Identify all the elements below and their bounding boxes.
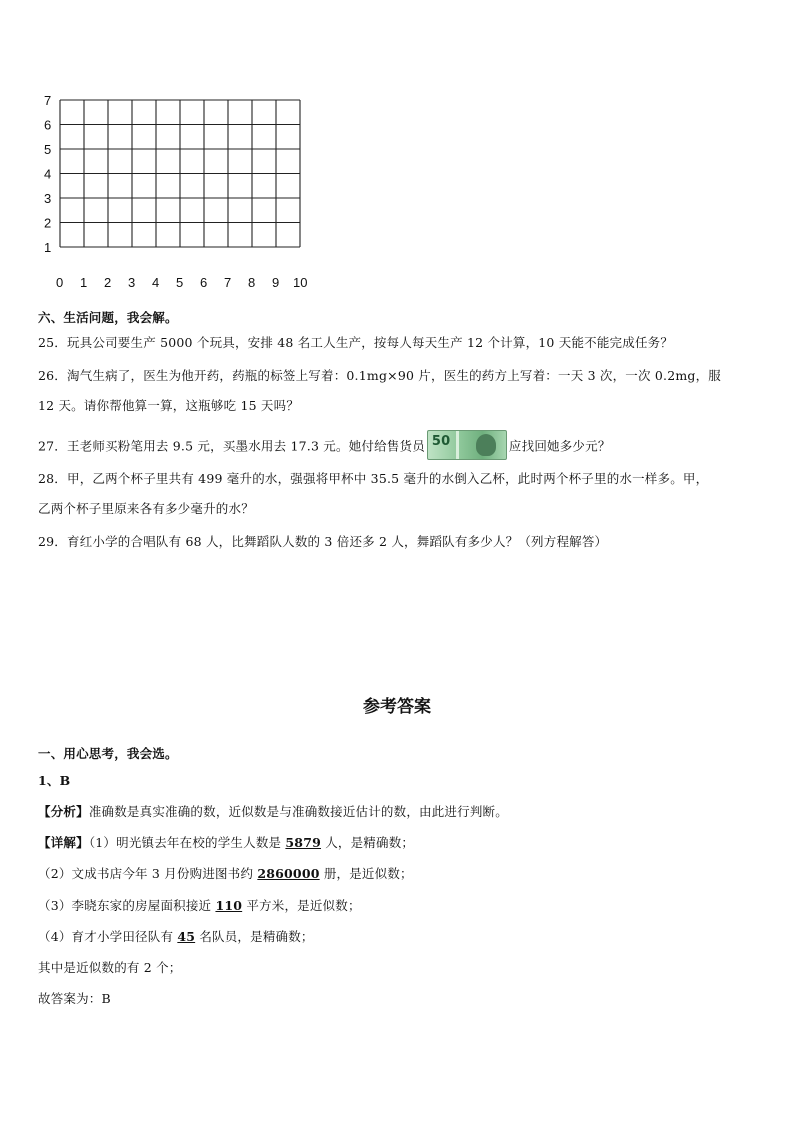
question-27 xyxy=(38,432,611,462)
detail-2-pre: （2）文成书店今年 3 月份购进图书约 xyxy=(38,866,254,881)
detail-4-post: 名队员，是精确数； xyxy=(199,929,314,944)
detail-3-pre: （3）李晓东家的房屋面积接近 xyxy=(38,898,212,913)
x-tick-label: 1 xyxy=(80,275,88,290)
detail-4-number: 45 xyxy=(177,929,196,944)
analysis-text: 准确数是真实准确的数，近似数是与准确数接近估计的数，由此进行判断。 xyxy=(88,804,508,819)
detail-line-3 xyxy=(38,896,361,914)
detail-1-number: 5879 xyxy=(285,835,321,850)
analysis-line xyxy=(38,802,508,820)
question-27-before: 27．王老师买粉笔用去 9.5 元，买墨水用去 17.3 元。她付给售货员 xyxy=(38,438,425,454)
answer-item-1: 1、B xyxy=(38,773,71,788)
answer-summary: 其中是近似数的有 2 个； xyxy=(38,960,182,975)
x-tick-label: 0 xyxy=(56,275,64,290)
detail-line-2 xyxy=(38,864,413,882)
banknote-stripe xyxy=(456,431,459,459)
x-tick-label: 7 xyxy=(224,275,232,290)
detail-1-pre: （1）明光镇去年在校的学生人数是 xyxy=(88,835,282,850)
section-6-heading: 六、生活问题，我会解。 xyxy=(38,310,178,325)
y-tick-label: 3 xyxy=(44,191,52,206)
question-25: 25．玩具公司要生产 5000 个玩具，安排 48 名工人生产，按每人每天生产 12 个计算，10 天能不能完成任务？ xyxy=(38,335,674,350)
detail-line-4 xyxy=(38,927,314,945)
question-29: 29．育红小学的合唱队有 68 人，比舞蹈队人数的 3 倍还多 2 人，舞蹈队有多少人？（列方程解答） xyxy=(38,534,608,549)
x-tick-label: 2 xyxy=(104,275,112,290)
y-tick-label: 2 xyxy=(44,215,52,231)
y-tick-label: 4 xyxy=(44,166,52,182)
final-answer: 故答案为：B xyxy=(38,991,111,1006)
y-tick-label: 6 xyxy=(44,117,52,133)
detail-3-number: 110 xyxy=(215,898,243,913)
banknote-amount: 50 xyxy=(431,434,451,449)
x-tick-label: 3 xyxy=(128,275,136,290)
banknote-portrait xyxy=(476,434,496,456)
detail-3-post: 平方米，是近似数； xyxy=(246,898,361,913)
x-tick-label: 5 xyxy=(176,275,184,290)
y-tick-label: 1 xyxy=(44,240,52,255)
coordinate-grid xyxy=(40,92,320,292)
x-tick-label: 10 xyxy=(293,275,308,290)
detail-tag: 【详解】 xyxy=(38,835,89,850)
x-tick-label: 8 xyxy=(248,275,256,290)
y-tick-label: 5 xyxy=(44,142,52,157)
x-tick-label: 6 xyxy=(200,275,208,290)
question-28-line-2: 乙两个杯子里原来各有多少毫升的水？ xyxy=(38,501,254,516)
detail-2-number: 2860000 xyxy=(257,866,320,881)
question-26-line-1: 26．淘气生病了，医生为他开药，药瓶的标签上写着：0.1mg×90 片，医生的药方上写着：一天 3 次，一次 0.2mg，服 xyxy=(38,368,722,383)
y-tick-label: 7 xyxy=(44,93,52,108)
x-tick-label: 9 xyxy=(272,275,280,290)
question-28-line-1: 28．甲，乙两个杯子里共有 499 毫升的水，强强将甲杯中 35.5 毫升的水倒入乙杯，此时两个杯子里的水一样多。甲， xyxy=(38,471,709,486)
question-26-line-2: 12 天。请你帮他算一算，这瓶够吃 15 天吗？ xyxy=(38,398,300,413)
analysis-tag: 【分析】 xyxy=(38,804,89,819)
detail-line-1 xyxy=(38,833,414,851)
question-27-after: 应找回她多少元？ xyxy=(508,438,611,454)
x-tick-label: 4 xyxy=(152,275,160,290)
answers-section-1: 一、用心思考，我会选。 xyxy=(38,746,178,761)
detail-2-post: 册，是近似数； xyxy=(323,866,413,881)
answers-title: 参考答案 xyxy=(363,697,431,717)
grid-svg xyxy=(40,92,320,292)
banknote-image xyxy=(427,430,507,460)
detail-4-pre: （4）育才小学田径队有 xyxy=(38,929,174,944)
detail-1-post: 人，是精确数； xyxy=(325,835,415,850)
